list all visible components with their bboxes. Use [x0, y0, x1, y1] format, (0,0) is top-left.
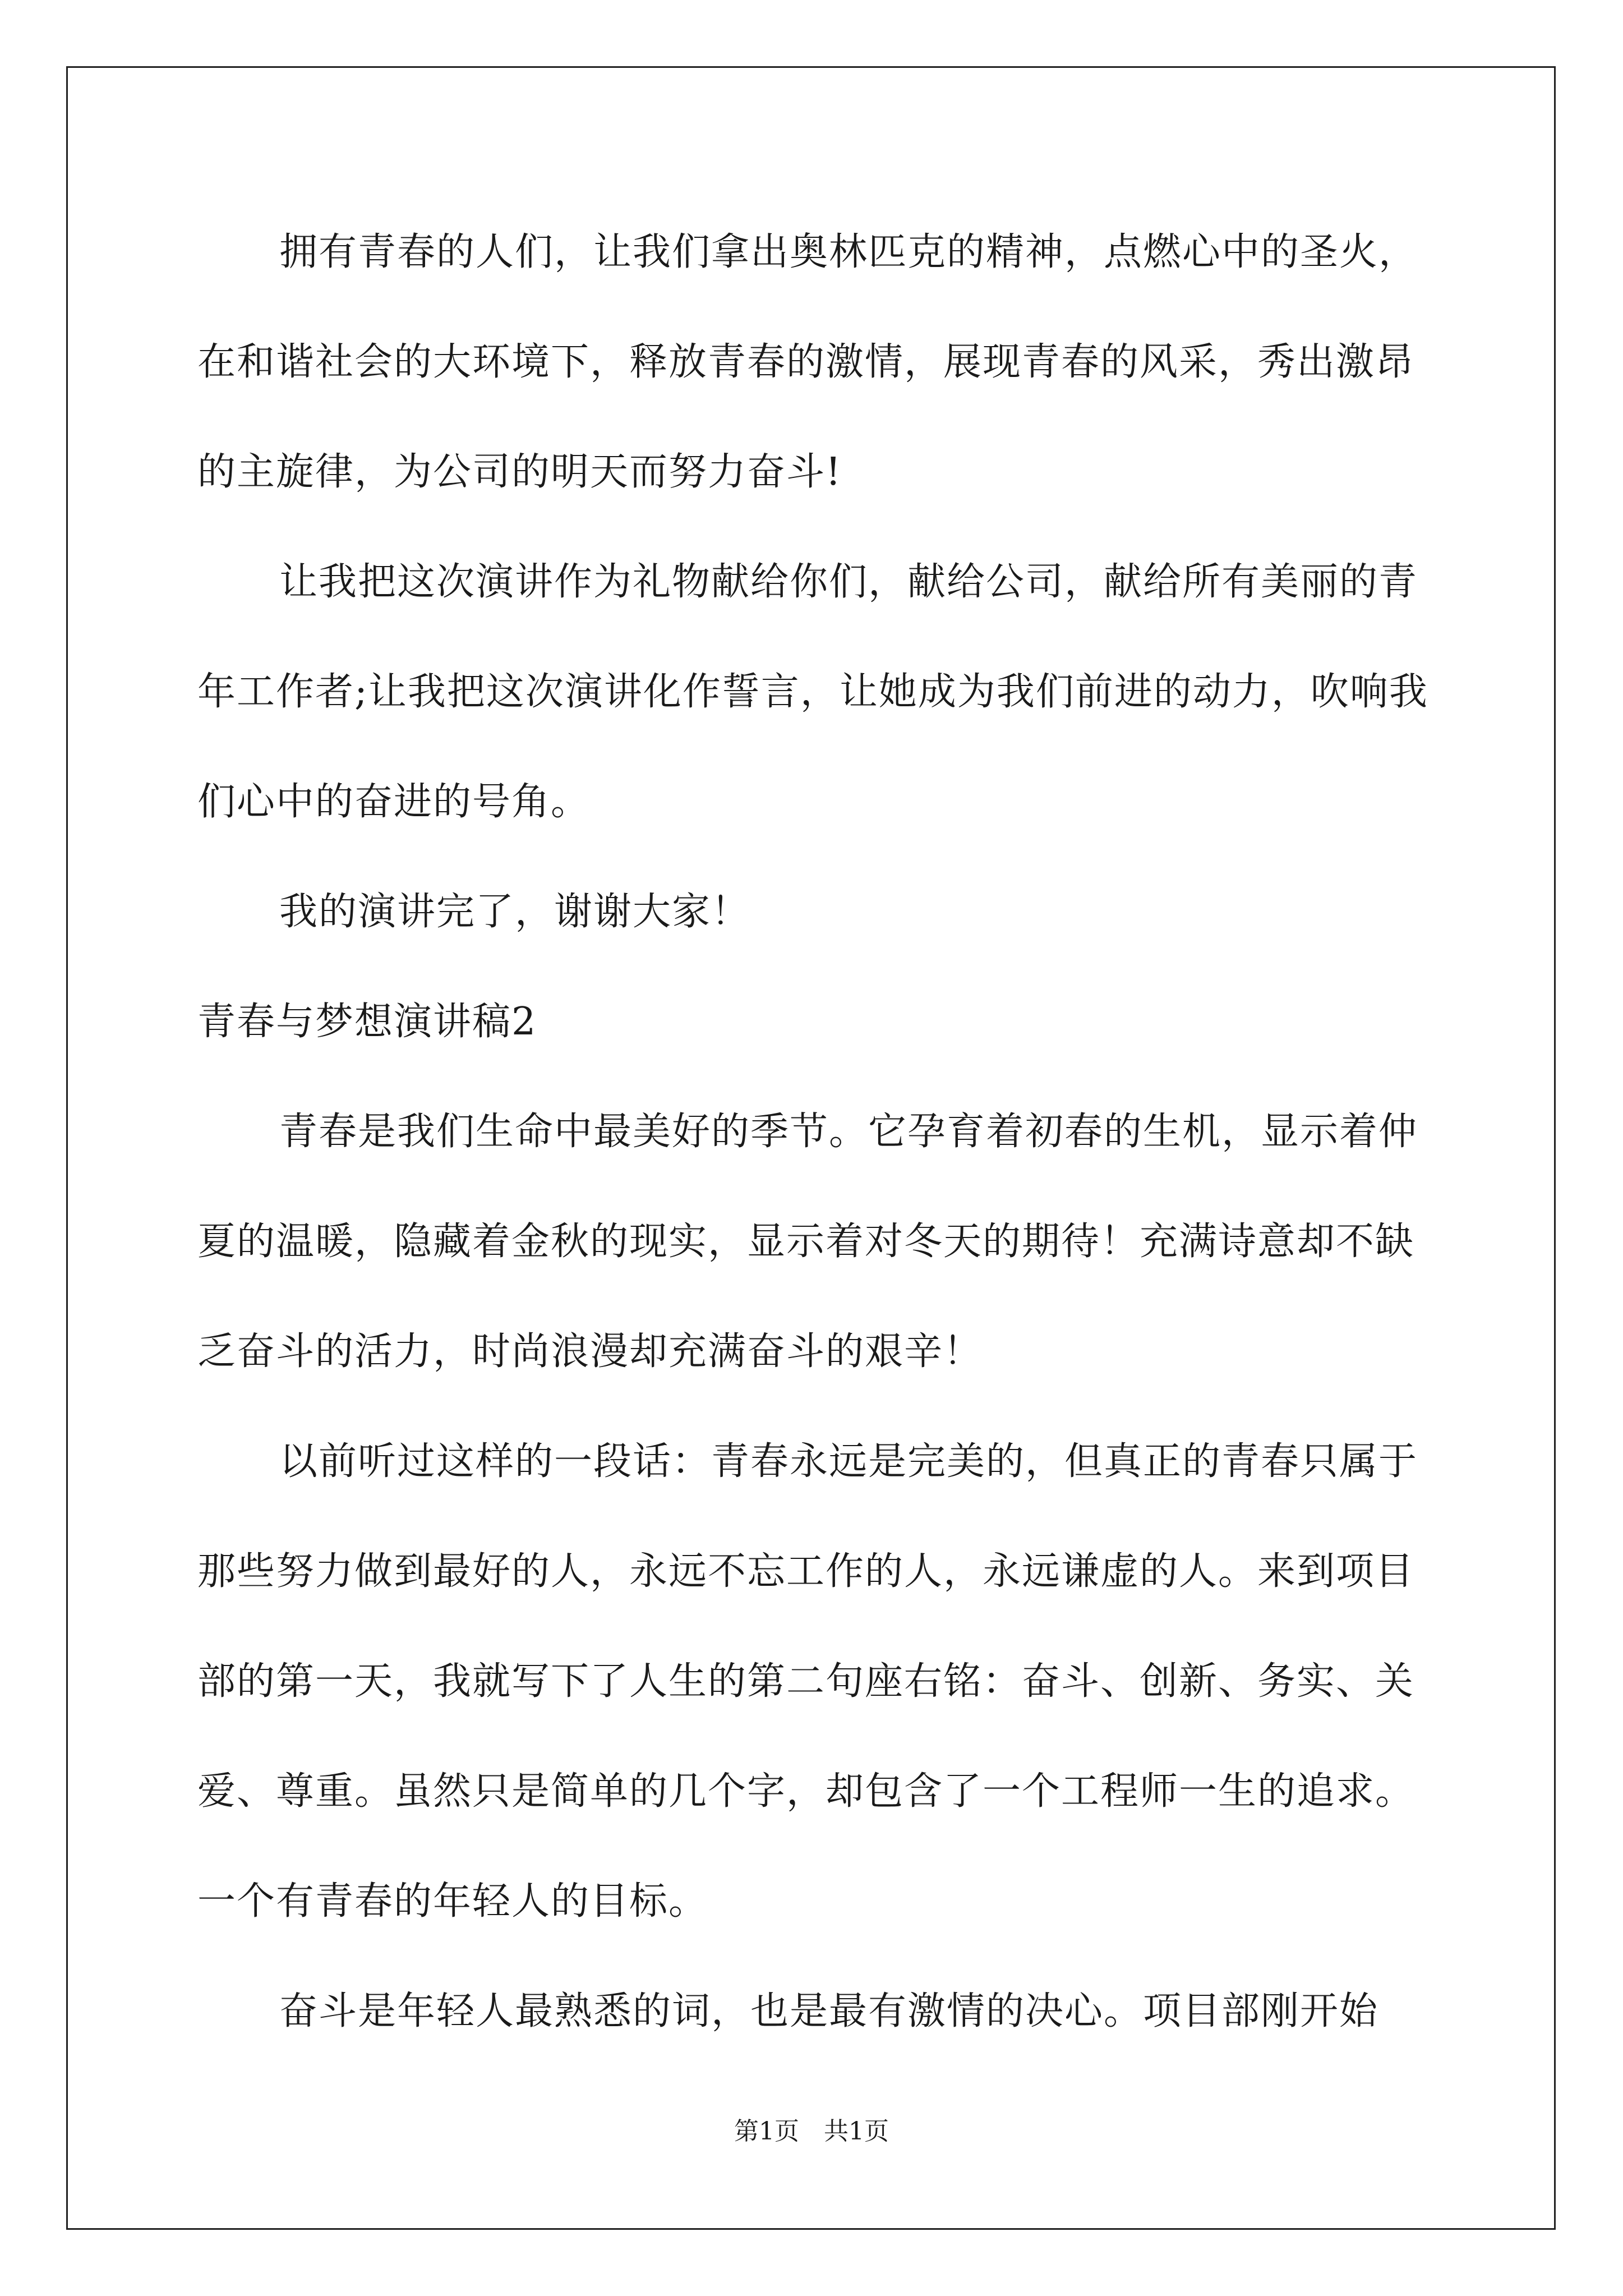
document-body	[197, 197, 1431, 2067]
page-total: 共1页	[824, 2117, 889, 2146]
page-footer	[0, 2115, 1623, 2148]
paragraph: 青春是我们生命中最美好的季节。它孕育着初春的生机，显示着仲夏的温暖，隐藏着金秋的现实，显示着对冬天的期待！充满诗意却不缺乏奋斗的活力，时尚浪漫却充满奋斗的艰辛！	[197, 1110, 1418, 1374]
paragraph: 让我把这次演讲作为礼物献给你们，献给公司，献给所有美丽的青年工作者;让我把这次演讲化作誓言，让她成为我们前进的动力，吹响我们心中的奋进的号角。	[197, 560, 1428, 824]
section-title: 青春与梦想演讲稿2	[197, 1000, 537, 1044]
page-number: 第1页	[734, 2117, 799, 2146]
paragraph: 奋斗是年轻人最熟悉的词，也是最有激情的决心。项目部刚开始	[279, 1989, 1379, 2033]
paragraph: 以前听过这样的一段话：青春永远是完美的，但真正的青春只属于那些努力做到最好的人，永远不忘工作的人，永远谦虚的人。来到项目部的第一天，我就写下了人生的第二句座右铭：奋斗、创新、务实、关爱、尊重。虽然只是简单的几个字，却包含了一个工程师一生的追求。一个有青春的年轻人的目标。	[197, 1439, 1418, 1924]
paragraph: 拥有青春的人们，让我们拿出奥林匹克的精神，点燃心中的圣火，在和谐社会的大环境下，释放青春的激情，展现青春的风采，秀出激昂的主旋律，为公司的明天而努力奋斗!	[197, 230, 1418, 494]
paragraph: 我的演讲完了，谢谢大家！	[279, 890, 751, 934]
